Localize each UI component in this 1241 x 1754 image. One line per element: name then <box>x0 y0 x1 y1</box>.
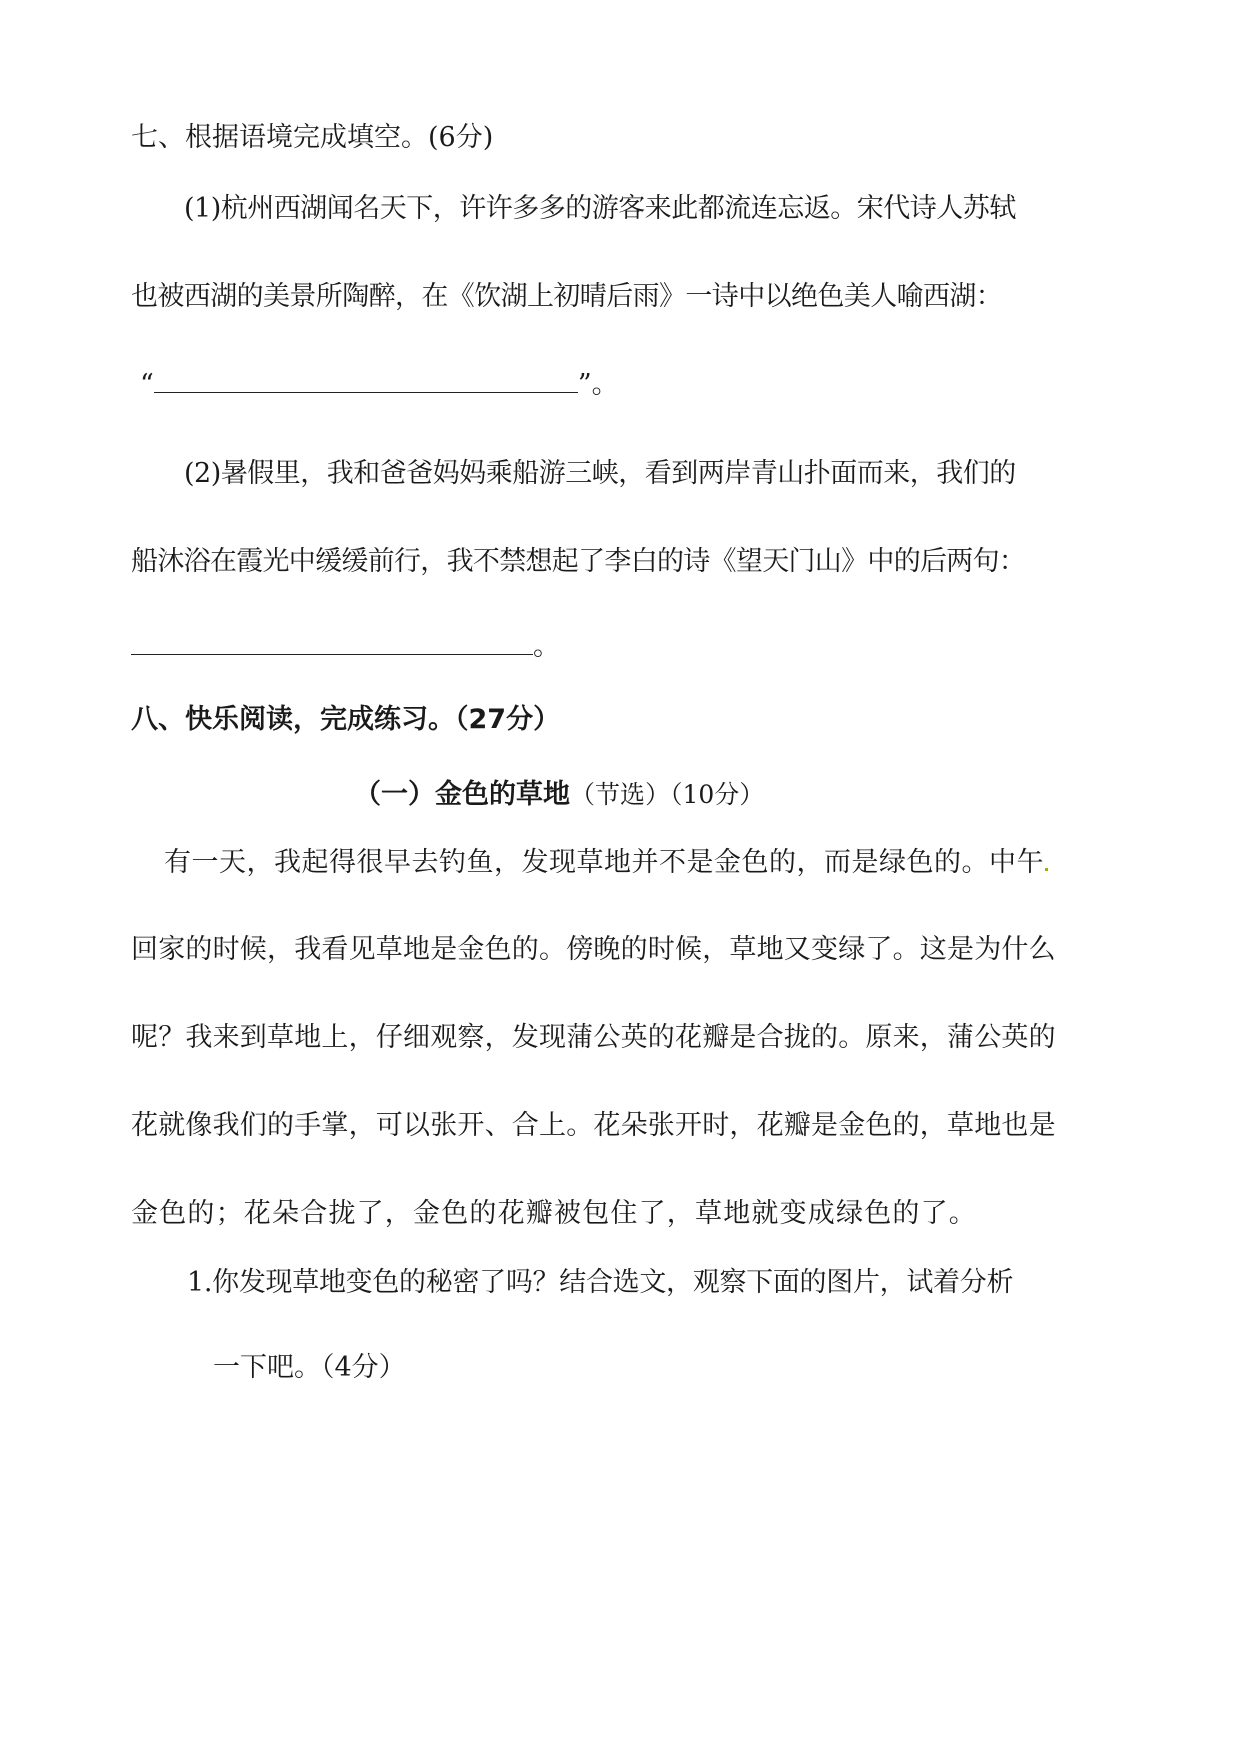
q7-item1-line2: 也被西湖的美景所陶醉，在《饮湖上初晴后雨》一诗中以绝色美人喻西湖： <box>131 281 1003 312</box>
passage-line3: 呢？我来到草地上，仔细观察，发现蒲公英的花瓣是合拢的。原来，蒲公英的 <box>131 1022 1056 1053</box>
q7-heading: 七、根据语境完成填空。(6分) <box>131 122 494 153</box>
passage-line1 <box>164 843 1048 883</box>
passage-line1-text: 有一天，我起得很早去钓鱼，发现草地并不是金色的，而是绿色的。中午 <box>164 847 1044 878</box>
q7-item2-line2: 船沐浴在霞光中缓缓前行，我不禁想起了李白的诗《望天门山》中的后两句： <box>131 546 1026 577</box>
answer-blank[interactable] <box>131 634 533 655</box>
passage-line4: 花就像我们的手掌，可以张开、合上。花朵张开时，花瓣是金色的，草地也是 <box>131 1110 1056 1141</box>
passage-title <box>354 775 764 815</box>
q8-heading: 八、快乐阅读，完成练习。（27分） <box>131 704 561 735</box>
passage-line2: 回家的时候，我看见草地是金色的。傍晚的时候，草地又变绿了。这是为什么 <box>131 934 1056 965</box>
open-quote: “ <box>140 369 154 400</box>
q7-item1-answer <box>140 365 619 405</box>
q7-item1-line1: (1)杭州西湖闻名天下，许许多多的游客来此都流连忘返。宋代诗人苏轼 <box>184 193 1016 224</box>
question1-line1: 1.你发现草地变色的秘密了吗？结合选文，观察下面的图片，试着分析 <box>187 1267 1014 1298</box>
q7-item2-line1: (2)暑假里，我和爸爸妈妈乘船游三峡，看到两岸青山扑面而来，我们的 <box>184 458 1016 489</box>
end-mark: 。 <box>533 631 560 662</box>
q7-item2-answer <box>131 627 560 667</box>
passage-title-note: （节选）（10分） <box>570 780 765 809</box>
mark-dot <box>1045 868 1048 871</box>
passage-title-main: （一）金色的草地 <box>354 779 570 810</box>
close-quote: ”。 <box>577 369 619 400</box>
passage-line5: 金色的；花朵合拢了，金色的花瓣被包住了，草地就变成绿色的了。 <box>131 1198 977 1229</box>
answer-blank[interactable] <box>154 372 578 393</box>
question1-line2: 一下吧。（4分） <box>213 1352 406 1383</box>
